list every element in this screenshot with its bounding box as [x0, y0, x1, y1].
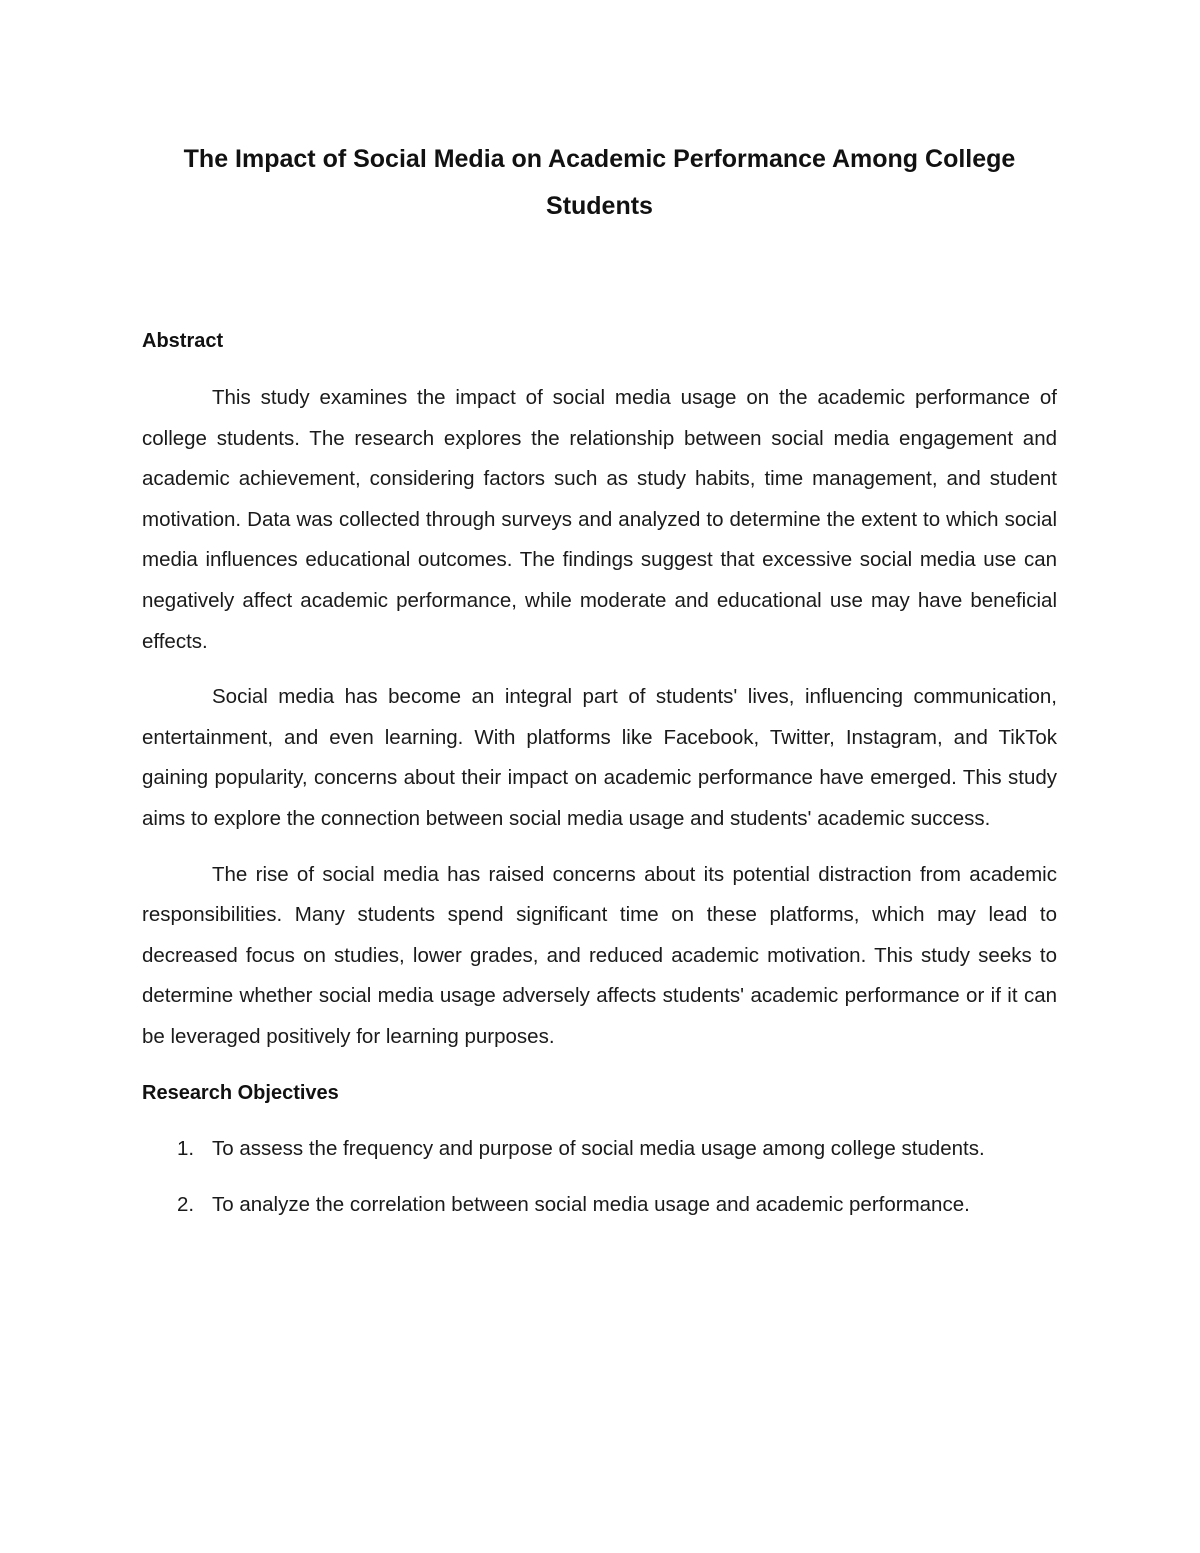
- abstract-heading: Abstract: [142, 330, 224, 352]
- objectives-list: [142, 1129, 1057, 1226]
- research-objectives-heading: Research Objectives: [142, 1081, 339, 1104]
- body-paragraph: Social media has become an integral part of students' lives, influencing communication, entertainment, and even learning. With platforms like Facebook, Twitter, Instagram, and TikTok gaining popularity, concerns about their impact on academic performance have emerged. This study aims to explore the connection between social media usage and students' academic success.: [142, 685, 1057, 830]
- document-title: The Impact of Social Media on Academic Performance Among College Students: [183, 145, 1016, 220]
- abstract-paragraph: This study examines the impact of social media usage on the academic performance of college students. The research explores the relationship between social media engagement and academic achievement, considering factors such as study habits, time management, and student motivation. Data was collected through surveys and analyzed to determine the extent to which social media influences educational outcomes. The findings suggest that excessive social media use can negatively affect academic performance, while moderate and educational use may have beneficial effects.: [142, 386, 1057, 653]
- document-content: [142, 136, 1057, 1226]
- body-paragraph: The rise of social media has raised concerns about its potential distraction from academic responsibilities. Many students spend significant time on these platforms, which may lead to decreased focus on studies, lower grades, and reduced academic motivation. This study seeks to determine whether social media usage adversely affects students' academic performance or if it can be leveraged positively for learning purposes.: [142, 862, 1057, 1048]
- objective-item: [142, 1185, 1057, 1226]
- objective-text: To analyze the correlation between social media usage and academic performance.: [212, 1193, 970, 1217]
- list-number: 2.: [177, 1193, 195, 1217]
- objective-text: To assess the frequency and purpose of social media usage among college students.: [212, 1136, 985, 1160]
- objective-item: [142, 1129, 1057, 1170]
- list-number: 1.: [177, 1136, 195, 1160]
